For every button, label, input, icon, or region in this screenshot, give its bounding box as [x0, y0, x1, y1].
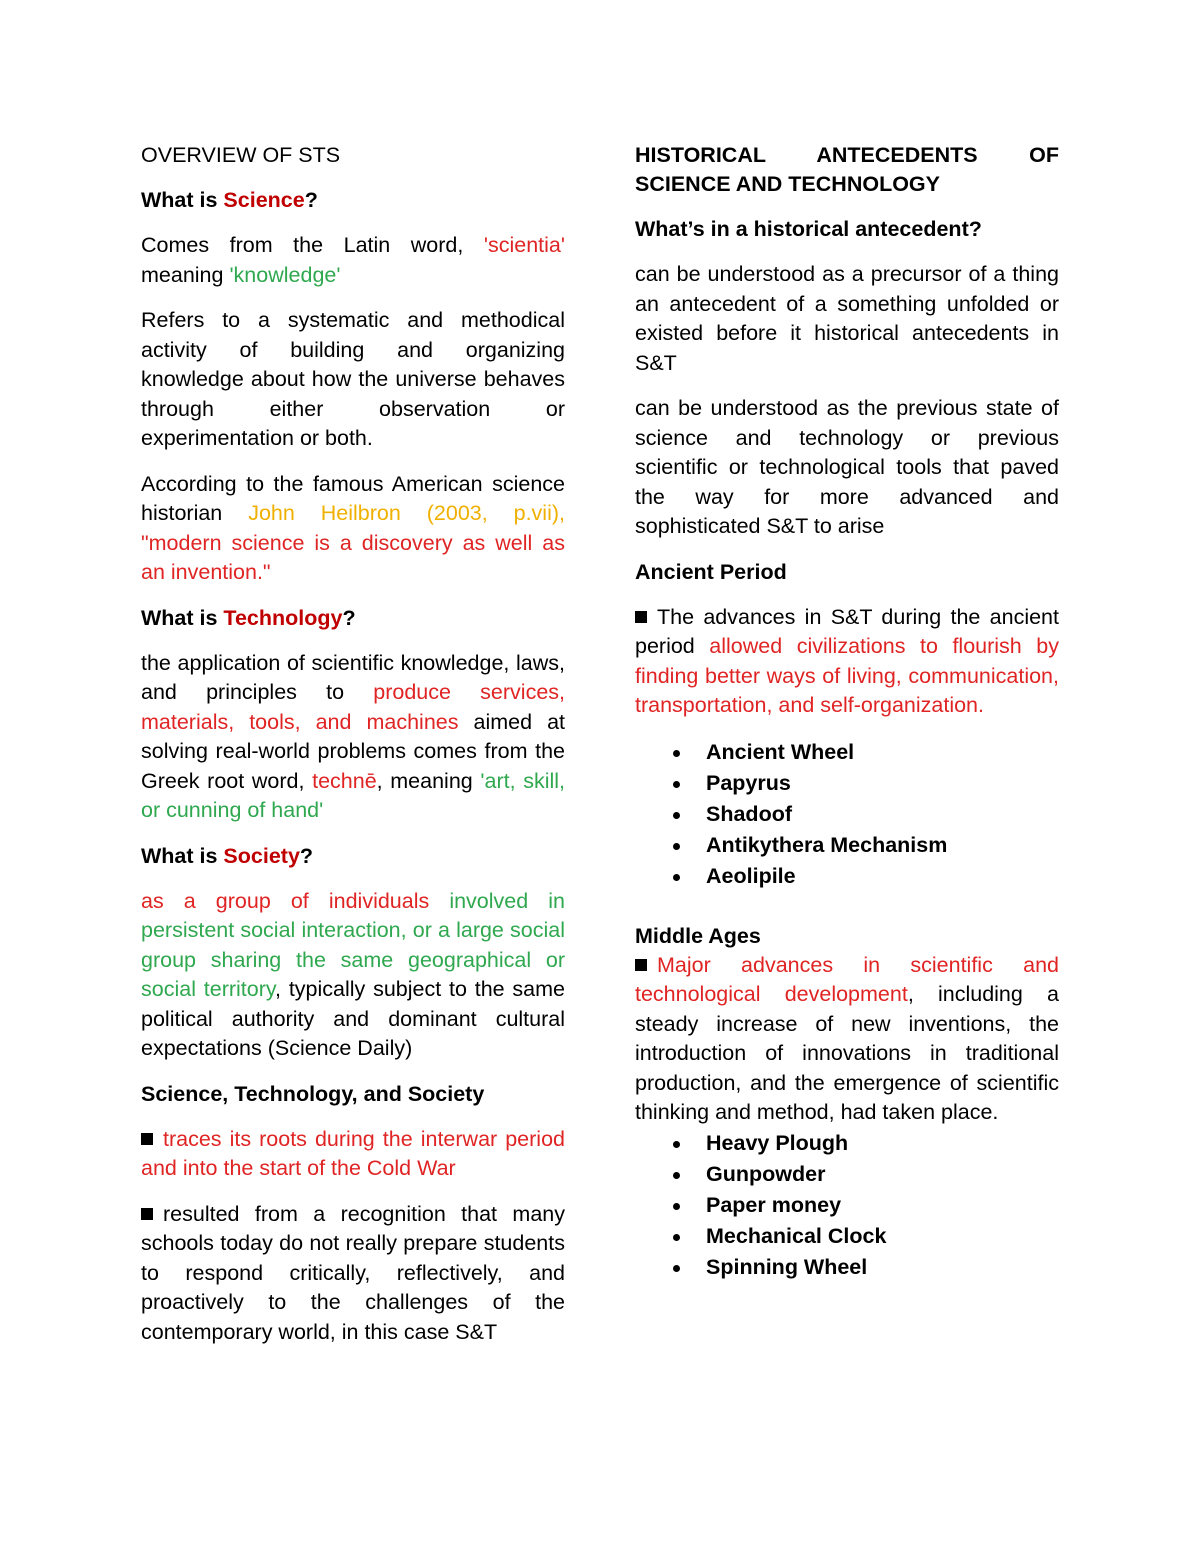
- list-item: Spinning Wheel: [635, 1252, 1059, 1283]
- bullet-icon: [673, 781, 680, 788]
- middle-ages-text: Major advances in scientific and technological development, including a steady increase of new inventions, the introduction of innovations in traditional production, and the emergence of scientific thinking and method, had taken place.: [635, 952, 1059, 1124]
- society-heading: What is Society?: [141, 843, 314, 868]
- list-item: Papyrus: [635, 768, 1059, 799]
- list-item: Heavy Plough: [635, 1128, 1059, 1159]
- science-definition-origin: Comes from the Latin word, 'scientia' meaning 'knowledge': [141, 233, 565, 287]
- middle-ages-inventions-list: [635, 1128, 1059, 1283]
- antecedent-question: What’s in a historical antecedent?: [635, 217, 982, 241]
- bullet-icon: [673, 1265, 680, 1272]
- bullet-icon: [673, 1234, 680, 1241]
- historical-antecedents-title: HISTORICAL ANTECEDENTS OF SCIENCE AND TECHNOLOGY: [635, 143, 1059, 196]
- square-bullet-icon: [635, 611, 647, 623]
- middle-ages-heading: Middle Ages: [635, 923, 761, 948]
- science-definition-activity: Refers to a systematic and methodical activity of building and organizing knowledge about how the universe behaves through either observation or experimentation or both.: [141, 308, 565, 450]
- science-heilbron-quote: According to the famous American science historian John Heilbron (2003, p.vii), "modern science is a discovery as well as an invention.": [141, 471, 565, 584]
- bullet-icon: [673, 874, 680, 881]
- list-item: Gunpowder: [635, 1159, 1059, 1190]
- technology-heading: What is Technology?: [141, 605, 356, 630]
- square-bullet-icon: [635, 959, 647, 971]
- sts-roots: traces its roots during the interwar period and into the start of the Cold War: [141, 1126, 565, 1180]
- square-bullet-icon: [141, 1133, 153, 1145]
- bullet-icon: [673, 843, 680, 850]
- list-item: Paper money: [635, 1190, 1059, 1221]
- ancient-period-text: The advances in S&T during the ancient period allowed civilizations to flourish by finding better ways of living, communication, transportation, and self-organization.: [635, 604, 1059, 717]
- bullet-icon: [673, 1203, 680, 1210]
- bullet-icon: [673, 1172, 680, 1179]
- society-definition: as a group of individuals involved in persistent social interaction, or a large social group sharing the same geographical or social territory, typically subject to the same political authority and dominant cultural expectations (Science Daily): [141, 888, 565, 1060]
- bullet-icon: [673, 750, 680, 757]
- technology-definition: the application of scientific knowledge, laws, and principles to produce services, materials, tools, and machines aimed at solving real-world problems comes from the Greek root word, technē, meaning 'art, skill, or cunning of hand': [141, 650, 566, 822]
- list-item: Ancient Wheel: [635, 737, 1059, 768]
- science-heading: What is Science?: [141, 188, 318, 212]
- right-column: [635, 141, 1059, 1299]
- list-item: Mechanical Clock: [635, 1221, 1059, 1252]
- list-item: Antikythera Mechanism: [635, 830, 1059, 861]
- left-column: [141, 141, 565, 1363]
- list-item: Shadoof: [635, 799, 1059, 830]
- bullet-icon: [673, 812, 680, 819]
- overview-title: OVERVIEW OF STS: [141, 143, 341, 167]
- ancient-inventions-list: [635, 737, 1059, 892]
- list-item: Aeolipile: [635, 861, 1059, 892]
- sts-recognition: resulted from a recognition that many schools today do not really prepare students to respond critically, reflectively, and proactively to the challenges of the contemporary world, in this case S&T: [141, 1201, 565, 1344]
- bullet-icon: [673, 1141, 680, 1148]
- antecedent-definition-1: can be understood as a precursor of a thing an antecedent of a something unfolded or existed before it historical antecedents in S&T: [635, 262, 1059, 375]
- ancient-period-heading: Ancient Period: [635, 559, 787, 584]
- square-bullet-icon: [141, 1208, 153, 1220]
- antecedent-definition-2: can be understood as the previous state of science and technology or previous scientific or technological tools that paved the way for more advanced and sophisticated S&T to arise: [635, 396, 1059, 538]
- sts-heading: Science, Technology, and Society: [141, 1081, 485, 1106]
